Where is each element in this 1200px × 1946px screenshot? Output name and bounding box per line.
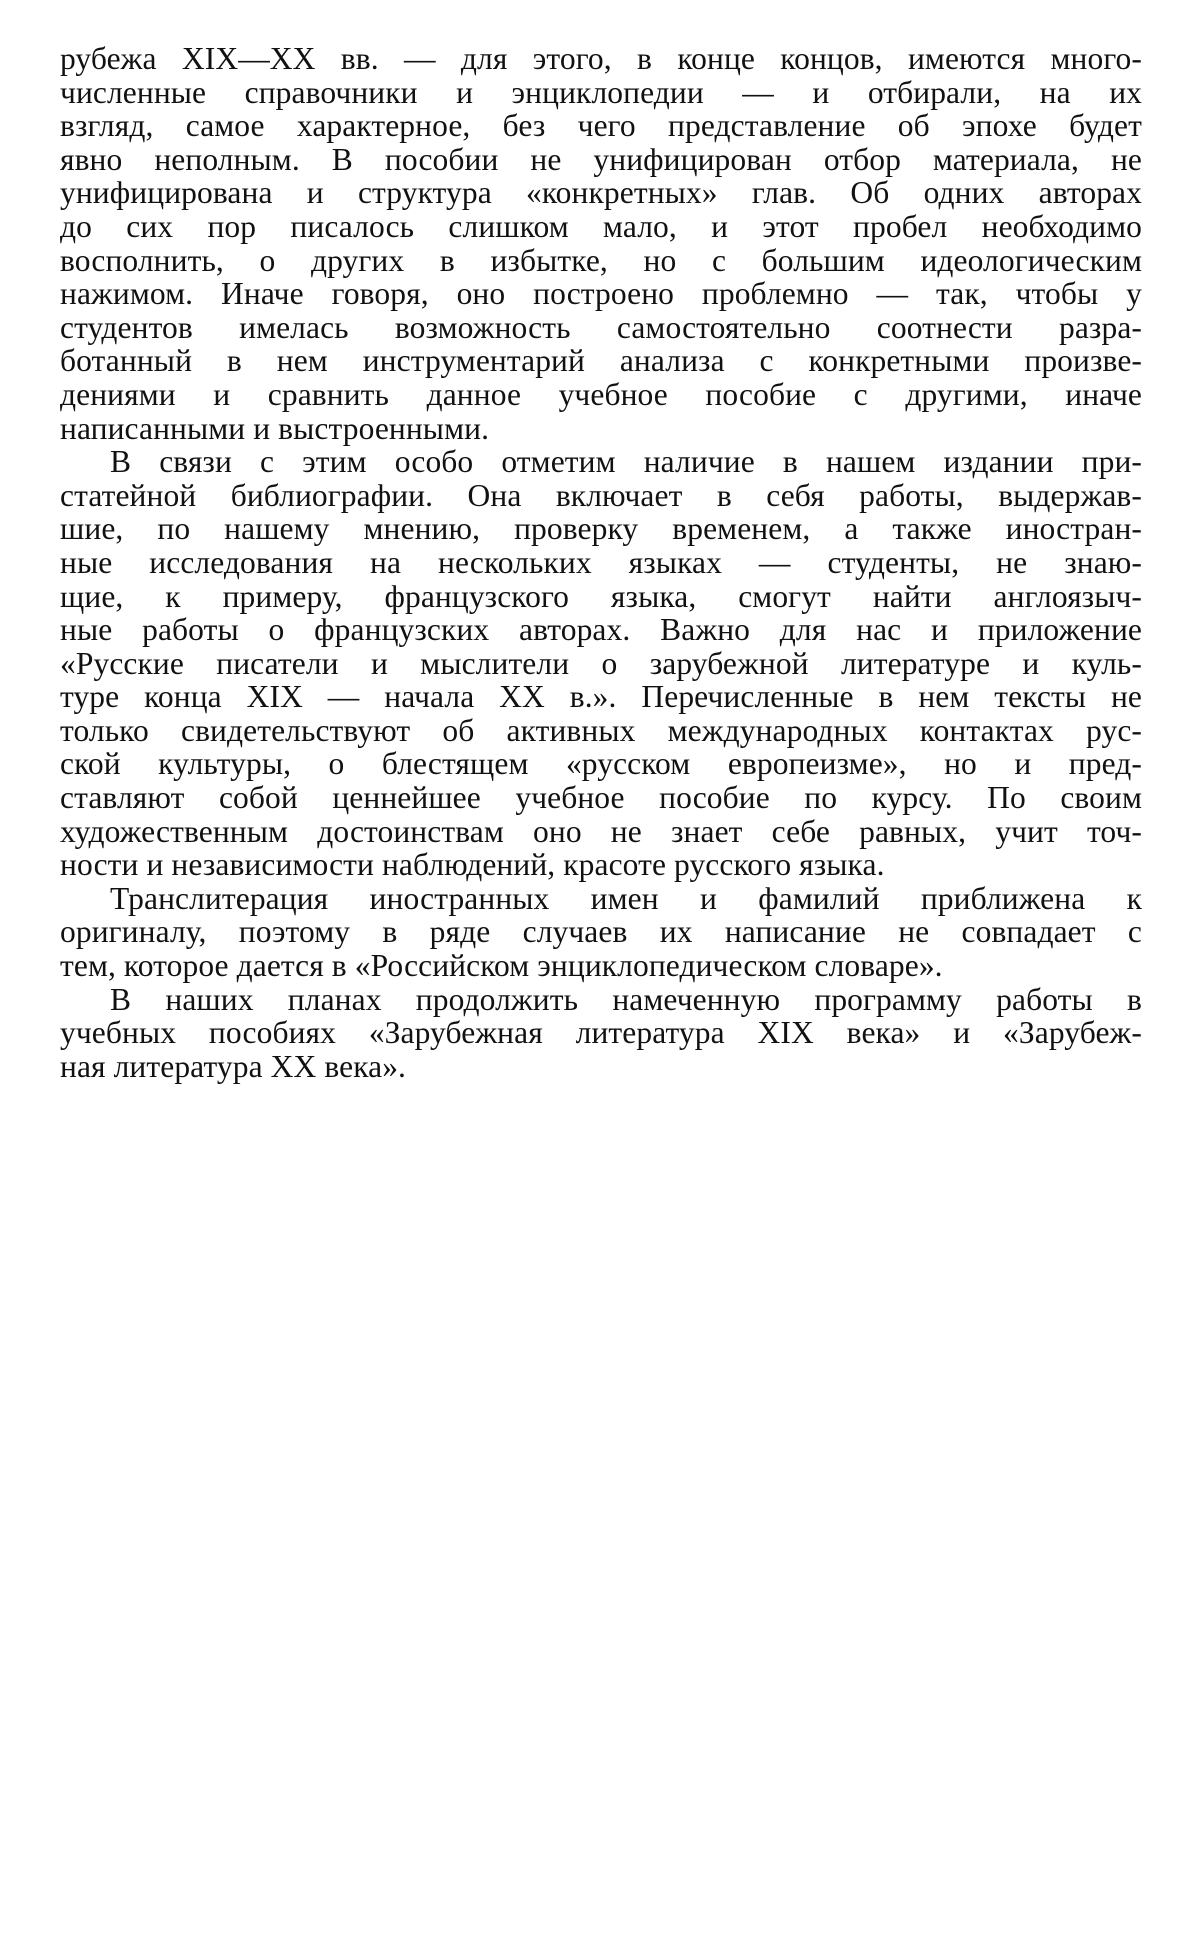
text-line: ботанный в нем инструментарий анализа с конкретными произве- [60, 343, 1142, 379]
text-line: нажимом. Иначе говоря, оно построено проблемно — так, чтобы у [60, 276, 1142, 312]
paragraph-2 [60, 445, 1142, 882]
text-line: написанными и выстроенными. [60, 410, 490, 446]
text-line: ской культуры, о блестящем «русском европеизме», но и пред- [60, 746, 1142, 782]
text-line: щие, к примеру, французского языка, смогут найти англоязыч- [60, 578, 1142, 614]
text-line: до сих пор писалось слишком мало, и этот пробел необходимо [60, 208, 1142, 244]
text-line: взгляд, самое характерное, без чего представление об эпохе будет [60, 108, 1142, 144]
paragraph-4 [60, 983, 1142, 1084]
paragraph-3 [60, 882, 1142, 983]
text-line: явно неполным. В пособии не унифицирован отбор материала, не [60, 141, 1142, 177]
paragraph-1 [60, 42, 1142, 445]
text-line: В связи с этим особо отметим наличие в нашем издании при- [110, 444, 1142, 480]
text-line: только свидетельствуют об активных международных контактах рус- [60, 712, 1142, 748]
document-page [60, 42, 1142, 1083]
text-line: студентов имелась возможность самостоятельно соотнести разра- [60, 309, 1142, 345]
text-line: ставляют собой ценнейшее учебное пособие по курсу. По своим [60, 780, 1142, 816]
text-line: учебных пособиях «Зарубежная литература XIX века» и «Зарубеж- [60, 1015, 1142, 1051]
text-line: Транслитерация иностранных имен и фамилий приближена к [110, 880, 1142, 916]
text-line: туре конца XIX — начала XX в.». Перечисленные в нем тексты не [60, 679, 1142, 715]
text-line: В наших планах продолжить намеченную программу работы в [110, 981, 1142, 1017]
text-line: тем, которое дается в «Российском энциклопедическом словаре». [60, 948, 943, 984]
text-line: численные справочники и энциклопедии — и отбирали, на их [60, 74, 1142, 110]
text-line: унифицирована и структура «конкретных» глав. Об одних авторах [60, 175, 1142, 211]
text-line: оригиналу, поэтому в ряде случаев их написание не совпадает с [60, 914, 1142, 950]
text-line: статейной библиографии. Она включает в себя работы, выдержав- [60, 477, 1142, 513]
text-line: дениями и сравнить данное учебное пособие с другими, иначе [60, 376, 1142, 412]
text-line: ные работы о французских авторах. Важно для нас и приложение [60, 612, 1142, 648]
text-line: восполнить, о других в избытке, но с большим идеологическим [60, 242, 1142, 278]
text-line: ные исследования на нескольких языках — студенты, не знаю- [60, 544, 1142, 580]
text-line: художественным достоинствам оно не знает себе равных, учит точ- [60, 813, 1142, 849]
text-line: «Русские писатели и мыслители о зарубежной литературе и куль- [60, 645, 1142, 681]
text-line: ная литература XX века». [60, 1048, 407, 1084]
text-line: ности и независимости наблюдений, красоте русского языка. [60, 847, 885, 883]
text-line: рубежа XIX—XX вв. — для этого, в конце концов, имеются много- [60, 41, 1142, 76]
text-line: шие, по нашему мнению, проверку временем, а также иностран- [60, 511, 1142, 547]
